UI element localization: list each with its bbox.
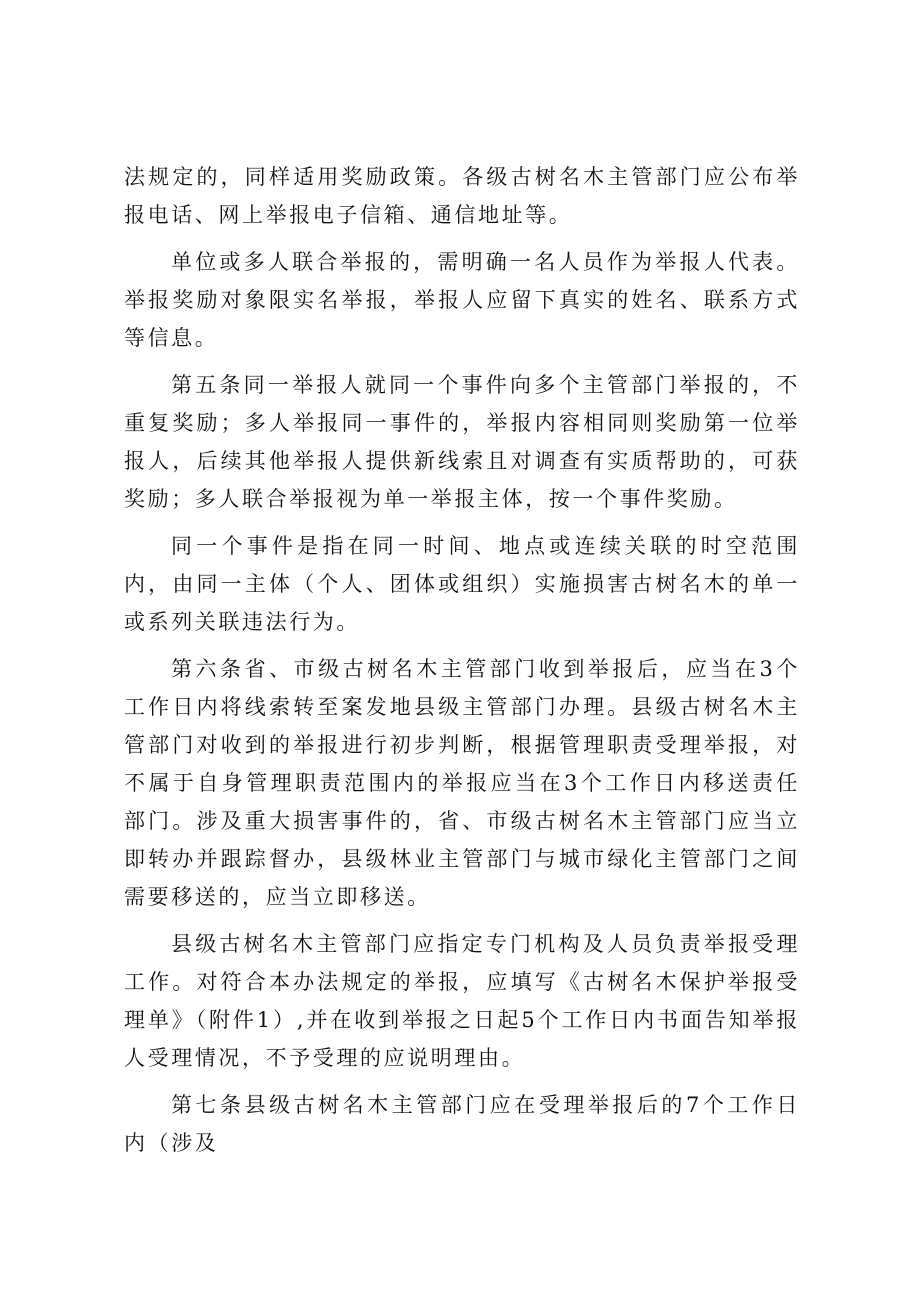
paragraph-joint-report: 单位或多人联合举报的，需明确一名人员作为举报人代表。举报奖励对象限实名举报，举报人应留下真实的姓名、联系方式等信息。 — [124, 250, 800, 350]
paragraph-article-5: 第五条同一举报人就同一个事件向多个主管部门举报的，不重复奖励；多人举报同一事件的，举报内容相同则奖励第一位举报人，后续其他举报人提供新线索且对调查有实质帮助的，可获奖励；多人联合举报视为单一举报主体，按一个事件奖励。 — [124, 373, 800, 511]
paragraph-county-acceptance: 县级古树名木主管部门应指定专门机构及人员负责举报受理工作。对符合本办法规定的举报，应填写《古树名木保护举报受理单》（附件1）,并在收到举报之日起5个工作日内书面告知举报人受理情况，不予受理的应说明理由。 — [124, 932, 800, 1070]
paragraph-same-event-definition: 同一个事件是指在同一时间、地点或连续关联的时空范围内，由同一主体（个人、团体或组织）实施损害古树名木的单一或系列关联违法行为。 — [124, 534, 800, 634]
paragraph-continuation: 法规定的，同样适用奖励政策。各级古树名木主管部门应公布举报电话、网上举报电子信箱、通信地址等。 — [124, 165, 800, 227]
paragraph-article-6: 第六条省、市级古树名木主管部门收到举报后，应当在3个工作日内将线索转至案发地县级主管部门办理。县级古树名木主管部门对收到的举报进行初步判断，根据管理职责受理举报，对不属于自身管理职责范围内的举报应当在3个工作日内移送责任部门。涉及重大损害事件的，省、市级古树名木主管部门应当立即转办并跟踪督办，县级林业主管部门与城市绿化主管部门之间需要移送的，应当立即移送。 — [124, 657, 800, 909]
document-body — [124, 158, 800, 1171]
paragraph-article-7: 第七条县级古树名木主管部门应在受理举报后的7个工作日内（涉及 — [124, 1093, 800, 1155]
